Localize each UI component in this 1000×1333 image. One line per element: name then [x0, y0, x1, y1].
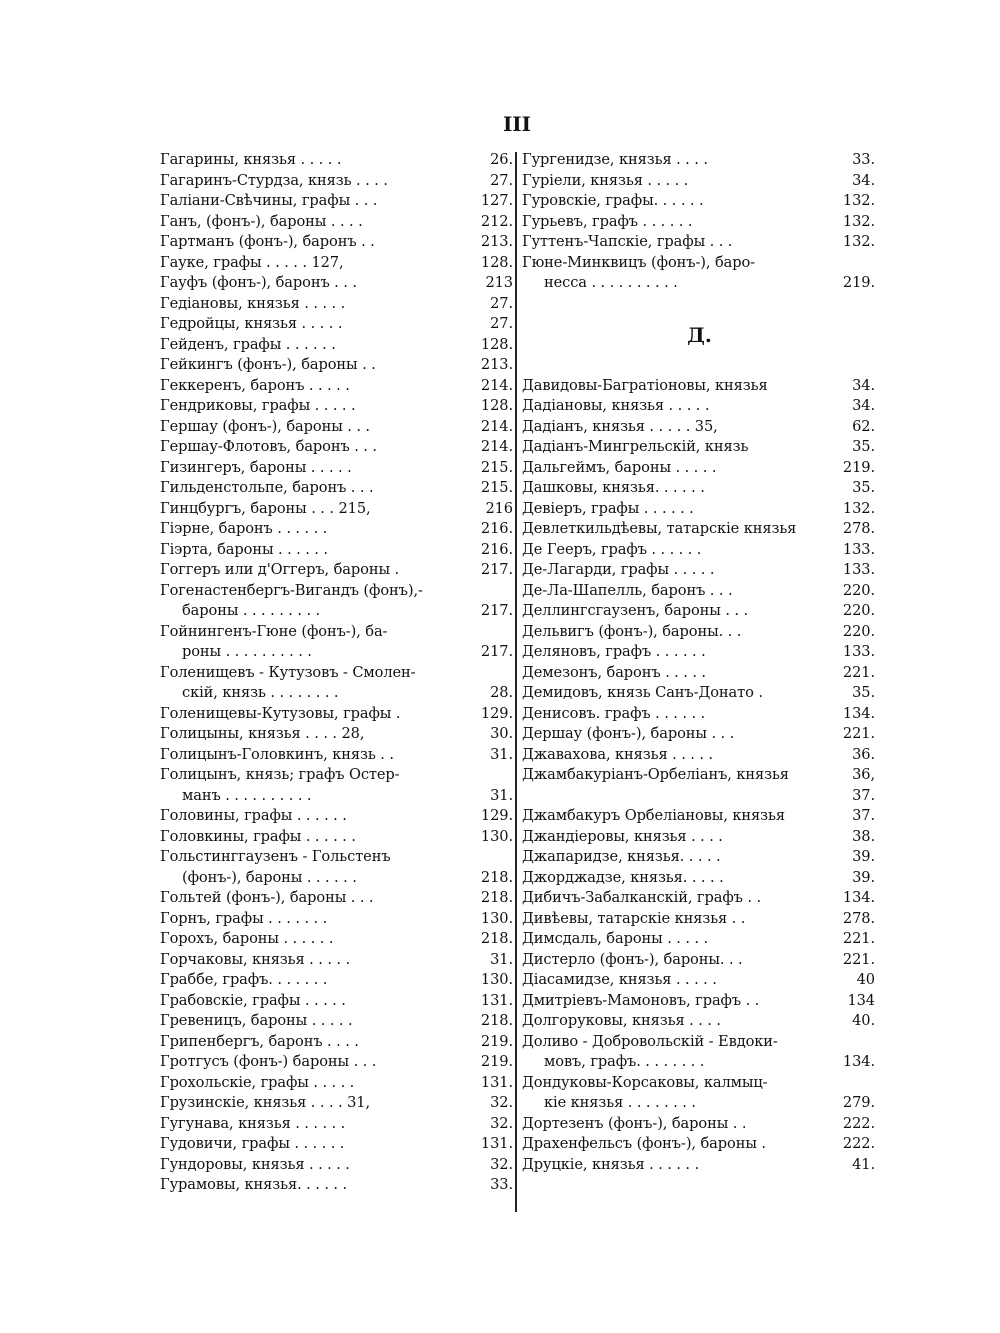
index-entry — [160, 1155, 515, 1176]
index-entry — [522, 581, 877, 602]
entry-name: Гойнингенъ-Гюне (фонъ-), ба- — [160, 622, 388, 640]
index-entry — [160, 314, 515, 335]
index-entry — [522, 868, 877, 889]
entry-name: Дадіанъ-Мингрельскій, князь — [522, 438, 749, 455]
entry-name: Дмитріевъ-Мамоновъ, графъ . . — [522, 991, 760, 1009]
entry-page: 213 — [485, 274, 513, 291]
entry-name: роны . . . . . . . . . . — [182, 643, 312, 660]
entry-name: Джорджадзе, князья. . . . . — [522, 868, 724, 886]
entry-page: 215. — [480, 479, 513, 496]
index-entry — [160, 950, 515, 971]
index-entry — [160, 478, 515, 499]
entry-page: 133. — [842, 561, 875, 578]
entry-page: 130. — [480, 827, 513, 845]
entry-name: Гизингеръ, бароны . . . . . — [160, 458, 352, 476]
entry-page: 39. — [852, 868, 875, 886]
entry-page: 219. — [480, 1053, 513, 1070]
entry-page: 132. — [842, 212, 875, 230]
entry-page: 222. — [842, 1114, 875, 1132]
index-entry — [522, 376, 877, 397]
entry-name: Дондуковы-Корсаковы, калмыц- — [522, 1073, 768, 1091]
entry-page: 40 — [856, 971, 875, 988]
index-entry — [160, 253, 515, 274]
index-entry — [522, 560, 877, 581]
entry-name: Грохольскіе, графы . . . . . — [160, 1073, 355, 1091]
entry-page: 216. — [480, 540, 513, 558]
entry-name: манъ . . . . . . . . . . — [182, 786, 312, 804]
index-entry — [522, 991, 877, 1012]
section-heading: Д. — [687, 322, 712, 347]
index-column-right — [522, 150, 877, 1175]
entry-page: 26. — [490, 151, 513, 168]
entry-name: Гильденстольпе, баронъ . . . — [160, 479, 374, 496]
entry-name: Де Гееръ, графъ . . . . . . — [522, 540, 702, 558]
entry-name: Гурьевъ, графъ . . . . . . — [522, 212, 693, 230]
entry-name: Гартманъ (фонъ-), баронъ . . — [160, 233, 375, 250]
entry-page: 218. — [480, 930, 513, 947]
index-entry — [160, 458, 515, 479]
index-entry — [522, 1052, 877, 1073]
entry-name: Ганъ, (фонъ-), бароны . . . . — [160, 212, 363, 230]
index-entry — [160, 745, 515, 766]
entry-name: Давидовы-Багратіоновы, князья — [522, 376, 768, 394]
entry-name: Граббе, графъ. . . . . . . — [160, 971, 328, 988]
index-entry — [522, 950, 877, 971]
index-entry — [160, 499, 515, 520]
index-entry — [522, 1155, 877, 1176]
entry-page: 214. — [480, 438, 513, 455]
entry-name: Гюне-Минквицъ (фонъ-), баро- — [522, 253, 755, 271]
entry-name: Гіэрта, бароны . . . . . . — [160, 540, 328, 558]
index-entry — [160, 847, 515, 868]
entry-name: Грузинскіе, князья . . . . 31, — [160, 1094, 371, 1111]
index-entry — [522, 724, 877, 745]
index-entry — [160, 765, 515, 786]
entry-page: 31. — [490, 745, 513, 763]
index-entry — [160, 724, 515, 745]
entry-page: 130. — [480, 909, 513, 927]
index-entry — [160, 1032, 515, 1053]
index-entry — [160, 786, 515, 807]
entry-name: Галіани-Свѣчины, графы . . . — [160, 192, 378, 209]
index-entry — [522, 970, 877, 991]
entry-page: 133. — [842, 540, 875, 558]
entry-name: Гурамовы, князья. . . . . . — [160, 1176, 348, 1193]
entry-name: Гершау (фонъ-), бароны . . . — [160, 417, 370, 435]
index-entry — [522, 786, 877, 807]
entry-name: Гагарины, князья . . . . . — [160, 151, 342, 168]
index-entry — [160, 1114, 515, 1135]
index-entry — [160, 335, 515, 356]
entry-page: 35. — [852, 438, 875, 455]
index-entry — [160, 581, 515, 602]
index-entry — [160, 417, 515, 438]
index-entry — [160, 355, 515, 376]
entry-name: Грипенбергъ, баронъ . . . . — [160, 1032, 359, 1050]
index-entry — [522, 212, 877, 233]
entry-page: 218. — [480, 889, 513, 906]
entry-page: 217. — [480, 561, 513, 578]
entry-name: Джамбакуръ Орбеліановы, князья — [522, 807, 785, 824]
index-entry — [522, 745, 877, 766]
entry-name: Голицынъ-Головкинъ, князь . . — [160, 745, 394, 763]
entry-page: 218. — [480, 868, 513, 886]
index-entry — [160, 294, 515, 315]
entry-page: 32. — [490, 1155, 513, 1173]
entry-page: 129. — [480, 704, 513, 722]
index-entry — [522, 1114, 877, 1135]
entry-page: 127. — [480, 192, 513, 209]
entry-page: 132. — [842, 233, 875, 250]
entry-name: мовъ, графъ. . . . . . . . — [544, 1053, 705, 1070]
entry-page: 31. — [490, 950, 513, 968]
entry-page: 221. — [842, 930, 875, 947]
entry-name: Гедройцы, князья . . . . . — [160, 315, 343, 332]
index-entry — [160, 970, 515, 991]
index-entry — [160, 1011, 515, 1032]
index-entry — [522, 150, 877, 171]
index-entry — [522, 827, 877, 848]
entry-name: несса . . . . . . . . . . — [544, 274, 678, 291]
entry-name: Гендриковы, графы . . . . . — [160, 397, 356, 414]
entry-name: Деляновъ, графъ . . . . . . — [522, 643, 706, 660]
entry-name: Гундоровы, князья . . . . . — [160, 1155, 350, 1173]
entry-page: 132. — [842, 499, 875, 517]
entry-name: Гогенастенбергъ-Вигандъ (фонъ),- — [160, 581, 423, 599]
entry-name: скій, князь . . . . . . . . — [182, 684, 339, 701]
index-entry — [160, 273, 515, 294]
entry-page: 28. — [490, 684, 513, 701]
entry-name: Гауке, графы . . . . . 127, — [160, 253, 344, 271]
index-entry — [522, 396, 877, 417]
index-column-left — [160, 150, 515, 1196]
entry-name: Гуттенъ-Чапскіе, графы . . . — [522, 233, 733, 250]
index-section-g-continued — [522, 150, 877, 294]
entry-name: Грабовскіе, графы . . . . . — [160, 991, 346, 1009]
page-number: III — [502, 112, 532, 136]
entry-name: Дистерло (фонъ-), бароны. . . — [522, 950, 743, 968]
entry-page: 218. — [480, 1012, 513, 1029]
index-entry — [522, 253, 877, 274]
entry-page: 219. — [480, 1032, 513, 1050]
entry-name: Деллингсгаузенъ, бароны . . . — [522, 602, 749, 619]
entry-page: 128. — [480, 397, 513, 414]
entry-name: Дортезенъ (фонъ-), бароны . . — [522, 1114, 747, 1132]
entry-page: 220. — [842, 602, 875, 619]
entry-name: Гревеницъ, бароны . . . . . — [160, 1012, 353, 1029]
entry-name: Гагаринъ-Стурдза, князь . . . . — [160, 171, 388, 189]
index-entry — [160, 1175, 515, 1196]
index-entry — [522, 929, 877, 950]
entry-page: 30. — [490, 725, 513, 742]
entry-name: Де-Лагарди, графы . . . . . — [522, 561, 715, 578]
entry-page: 38. — [852, 827, 875, 845]
entry-page: 217. — [480, 602, 513, 619]
entry-name: Гуровскіе, графы. . . . . . — [522, 192, 704, 209]
entry-page: 33. — [490, 1176, 513, 1193]
index-entry — [522, 171, 877, 192]
entry-name: Гедіановы, князья . . . . . — [160, 294, 346, 312]
entry-page: 134. — [842, 1053, 875, 1070]
entry-name: Діасамидзе, князья . . . . . — [522, 971, 717, 988]
index-entry — [522, 909, 877, 930]
entry-page: 214. — [480, 417, 513, 435]
entry-name: Димсдаль, бароны . . . . . — [522, 930, 709, 947]
entry-name: Горчаковы, князья . . . . . — [160, 950, 351, 968]
entry-page: 129. — [480, 807, 513, 824]
index-entry — [522, 806, 877, 827]
entry-name: Гугунава, князья . . . . . . — [160, 1114, 346, 1132]
entry-page: 213. — [480, 233, 513, 250]
entry-name: Горохъ, бароны . . . . . . — [160, 930, 334, 947]
index-entry — [522, 683, 877, 704]
entry-page: 134. — [842, 704, 875, 722]
index-entry — [522, 1073, 877, 1094]
entry-page: 27. — [490, 294, 513, 312]
entry-page: 32. — [490, 1094, 513, 1111]
entry-name: кіе князья . . . . . . . . — [544, 1094, 696, 1111]
index-entry — [160, 171, 515, 192]
index-entry — [160, 704, 515, 725]
index-entry — [160, 396, 515, 417]
index-entry — [160, 1073, 515, 1094]
entry-name: Друцкіе, князья . . . . . . — [522, 1155, 700, 1173]
index-entry — [160, 929, 515, 950]
entry-page: 221. — [842, 663, 875, 681]
index-entry — [522, 622, 877, 643]
column-divider — [515, 152, 517, 1212]
entry-name: Дершау (фонъ-), бароны . . . — [522, 725, 735, 742]
entry-page: 128. — [480, 335, 513, 353]
entry-page: 214. — [480, 376, 513, 394]
entry-page: 222. — [842, 1135, 875, 1152]
entry-name: Головкины, графы . . . . . . — [160, 827, 356, 845]
entry-page: 39. — [852, 848, 875, 865]
entry-page: 33. — [852, 151, 875, 168]
entry-name: Джандіеровы, князья . . . . — [522, 827, 723, 845]
entry-name: Доливо - Добровольскій - Евдоки- — [522, 1032, 778, 1050]
entry-name: Гауфъ (фонъ-), баронъ . . . — [160, 274, 357, 291]
entry-page: 219. — [842, 274, 875, 291]
index-entry — [522, 519, 877, 540]
entry-name: Де-Ла-Шапелль, баронъ . . . — [522, 581, 733, 599]
entry-name: (фонъ-), бароны . . . . . . — [182, 868, 357, 886]
index-entry — [522, 191, 877, 212]
entry-name: Демезонъ, баронъ . . . . . — [522, 663, 706, 681]
index-entry — [160, 991, 515, 1012]
entry-name: Дельвигъ (фонъ-), бароны. . . — [522, 622, 742, 640]
index-entry — [160, 601, 515, 622]
index-entry — [522, 847, 877, 868]
index-entry — [160, 150, 515, 171]
index-entry — [522, 642, 877, 663]
entry-name: Гольстинггаузенъ - Гольстенъ — [160, 848, 391, 865]
index-entry — [522, 888, 877, 909]
entry-name: Гейкингъ (фонъ-), бароны . . — [160, 356, 376, 373]
entry-page: 221. — [842, 950, 875, 968]
entry-page: 278. — [842, 520, 875, 537]
index-entry — [160, 642, 515, 663]
entry-name: Гершау-Флотовъ, баронъ . . . — [160, 438, 377, 455]
entry-name: Гуріели, князья . . . . . — [522, 171, 689, 189]
index-entry — [160, 1134, 515, 1155]
entry-name: Гольтей (фонъ-), бароны . . . — [160, 889, 374, 906]
entry-page: 34. — [852, 171, 875, 189]
index-entry — [522, 458, 877, 479]
entry-page: 212. — [480, 212, 513, 230]
entry-page: 279. — [842, 1094, 875, 1111]
entry-name: Гинцбургъ, бароны . . . 215, — [160, 499, 371, 517]
entry-name: Горнъ, графы . . . . . . . — [160, 909, 328, 927]
entry-name: Драхенфельсъ (фонъ-), бароны . — [522, 1135, 766, 1152]
entry-page: 278. — [842, 909, 875, 927]
index-entry — [160, 560, 515, 581]
entry-name: Денисовъ. графъ . . . . . . — [522, 704, 706, 722]
index-entry — [522, 1134, 877, 1155]
index-entry — [160, 437, 515, 458]
index-entry — [160, 519, 515, 540]
index-entry — [160, 888, 515, 909]
entry-page: 128. — [480, 253, 513, 271]
entry-page: 216. — [480, 520, 513, 537]
index-entry — [522, 499, 877, 520]
index-entry — [522, 663, 877, 684]
index-entry — [522, 765, 877, 786]
entry-name: Голицыны, князья . . . . 28, — [160, 725, 365, 742]
index-section-d — [522, 376, 877, 1176]
entry-name: Голенищевы-Кутузовы, графы . — [160, 704, 401, 722]
entry-page: 132. — [842, 192, 875, 209]
entry-page: 213. — [480, 356, 513, 373]
entry-page: 32. — [490, 1114, 513, 1132]
entry-name: Дальгеймъ, бароны . . . . . — [522, 458, 717, 476]
index-entry — [160, 191, 515, 212]
entry-page: 34. — [852, 376, 875, 394]
index-entry — [160, 909, 515, 930]
index-entry — [522, 601, 877, 622]
index-entry — [160, 868, 515, 889]
entry-page: 131. — [480, 1073, 513, 1091]
entry-page: 134. — [842, 889, 875, 906]
entry-name: Головины, графы . . . . . . — [160, 807, 347, 824]
entry-page: 37. — [852, 786, 875, 804]
index-entry — [522, 417, 877, 438]
index-entry — [522, 232, 877, 253]
entry-page: 216 — [485, 499, 513, 517]
index-entry — [160, 622, 515, 643]
index-entry — [160, 212, 515, 233]
entry-page: 34. — [852, 397, 875, 414]
index-entry — [522, 437, 877, 458]
index-entry — [160, 1052, 515, 1073]
index-entry — [160, 540, 515, 561]
index-entry — [522, 1093, 877, 1114]
entry-name: бароны . . . . . . . . . — [182, 602, 321, 619]
entry-page: 35. — [852, 684, 875, 701]
entry-name: Голенищевъ - Кутузовъ - Смолен- — [160, 663, 416, 681]
index-entry — [160, 683, 515, 704]
entry-name: Гоггеръ или д'Оггеръ, бароны . — [160, 561, 400, 578]
entry-page: 40. — [852, 1012, 875, 1029]
entry-name: Геккеренъ, баронъ . . . . . — [160, 376, 350, 394]
entry-name: Дашковы, князья. . . . . . — [522, 479, 705, 496]
entry-name: Гургенидзе, князья . . . . — [522, 151, 708, 168]
entry-page: 133. — [842, 643, 875, 660]
entry-name: Джамбакуріанъ-Орбеліанъ, князья — [522, 766, 789, 783]
entry-page: 130. — [480, 971, 513, 988]
entry-name: Дибичъ-Забалканскій, графъ . . — [522, 889, 761, 906]
entry-name: Гейденъ, графы . . . . . . — [160, 335, 336, 353]
entry-name: Долгоруковы, князья . . . . — [522, 1012, 721, 1029]
entry-page: 35. — [852, 479, 875, 496]
entry-page: 219. — [842, 458, 875, 476]
entry-page: 220. — [842, 622, 875, 640]
entry-page: 36. — [852, 745, 875, 763]
entry-page: 41. — [852, 1155, 875, 1173]
index-entry — [522, 704, 877, 725]
entry-page: 134 — [847, 991, 875, 1009]
entry-page: 27. — [490, 171, 513, 189]
index-entry — [160, 376, 515, 397]
entry-page: 131. — [480, 991, 513, 1009]
index-entry — [522, 1032, 877, 1053]
entry-name: Джавахова, князья . . . . . — [522, 745, 713, 763]
entry-page: 36, — [852, 766, 875, 783]
entry-name: Гротгусъ (фонъ-) бароны . . . — [160, 1053, 377, 1070]
entry-name: Джапаридзе, князья. . . . . — [522, 848, 721, 865]
entry-page: 217. — [480, 643, 513, 660]
index-entry — [522, 540, 877, 561]
index-entry — [160, 663, 515, 684]
entry-name: Голицынъ, князь; графъ Остер- — [160, 766, 400, 783]
index-entry — [522, 273, 877, 294]
entry-name: Дадіанъ, князья . . . . . 35, — [522, 417, 718, 435]
entry-page: 62. — [852, 417, 875, 435]
entry-page: 221. — [842, 725, 875, 742]
index-entry — [160, 806, 515, 827]
entry-page: 131. — [480, 1135, 513, 1152]
entry-page: 37. — [852, 807, 875, 824]
index-entry — [160, 827, 515, 848]
index-entry — [160, 1093, 515, 1114]
entry-page: 27. — [490, 315, 513, 332]
entry-name: Гіэрне, баронъ . . . . . . — [160, 520, 328, 537]
entry-name: Девіеръ, графы . . . . . . — [522, 499, 694, 517]
entry-name: Демидовъ, князь Санъ-Донато . — [522, 684, 763, 701]
index-entry — [160, 232, 515, 253]
entry-name: Дивѣевы, татарскіе князья . . — [522, 909, 746, 927]
index-entry — [522, 1011, 877, 1032]
entry-name: Девлеткильдѣевы, татарскіе князья — [522, 520, 797, 537]
entry-page: 215. — [480, 458, 513, 476]
entry-name: Дадіановы, князья . . . . . — [522, 397, 710, 414]
entry-name: Гудовичи, графы . . . . . . — [160, 1135, 345, 1152]
entry-page: 31. — [490, 786, 513, 804]
index-entry — [522, 478, 877, 499]
entry-page: 220. — [842, 581, 875, 599]
